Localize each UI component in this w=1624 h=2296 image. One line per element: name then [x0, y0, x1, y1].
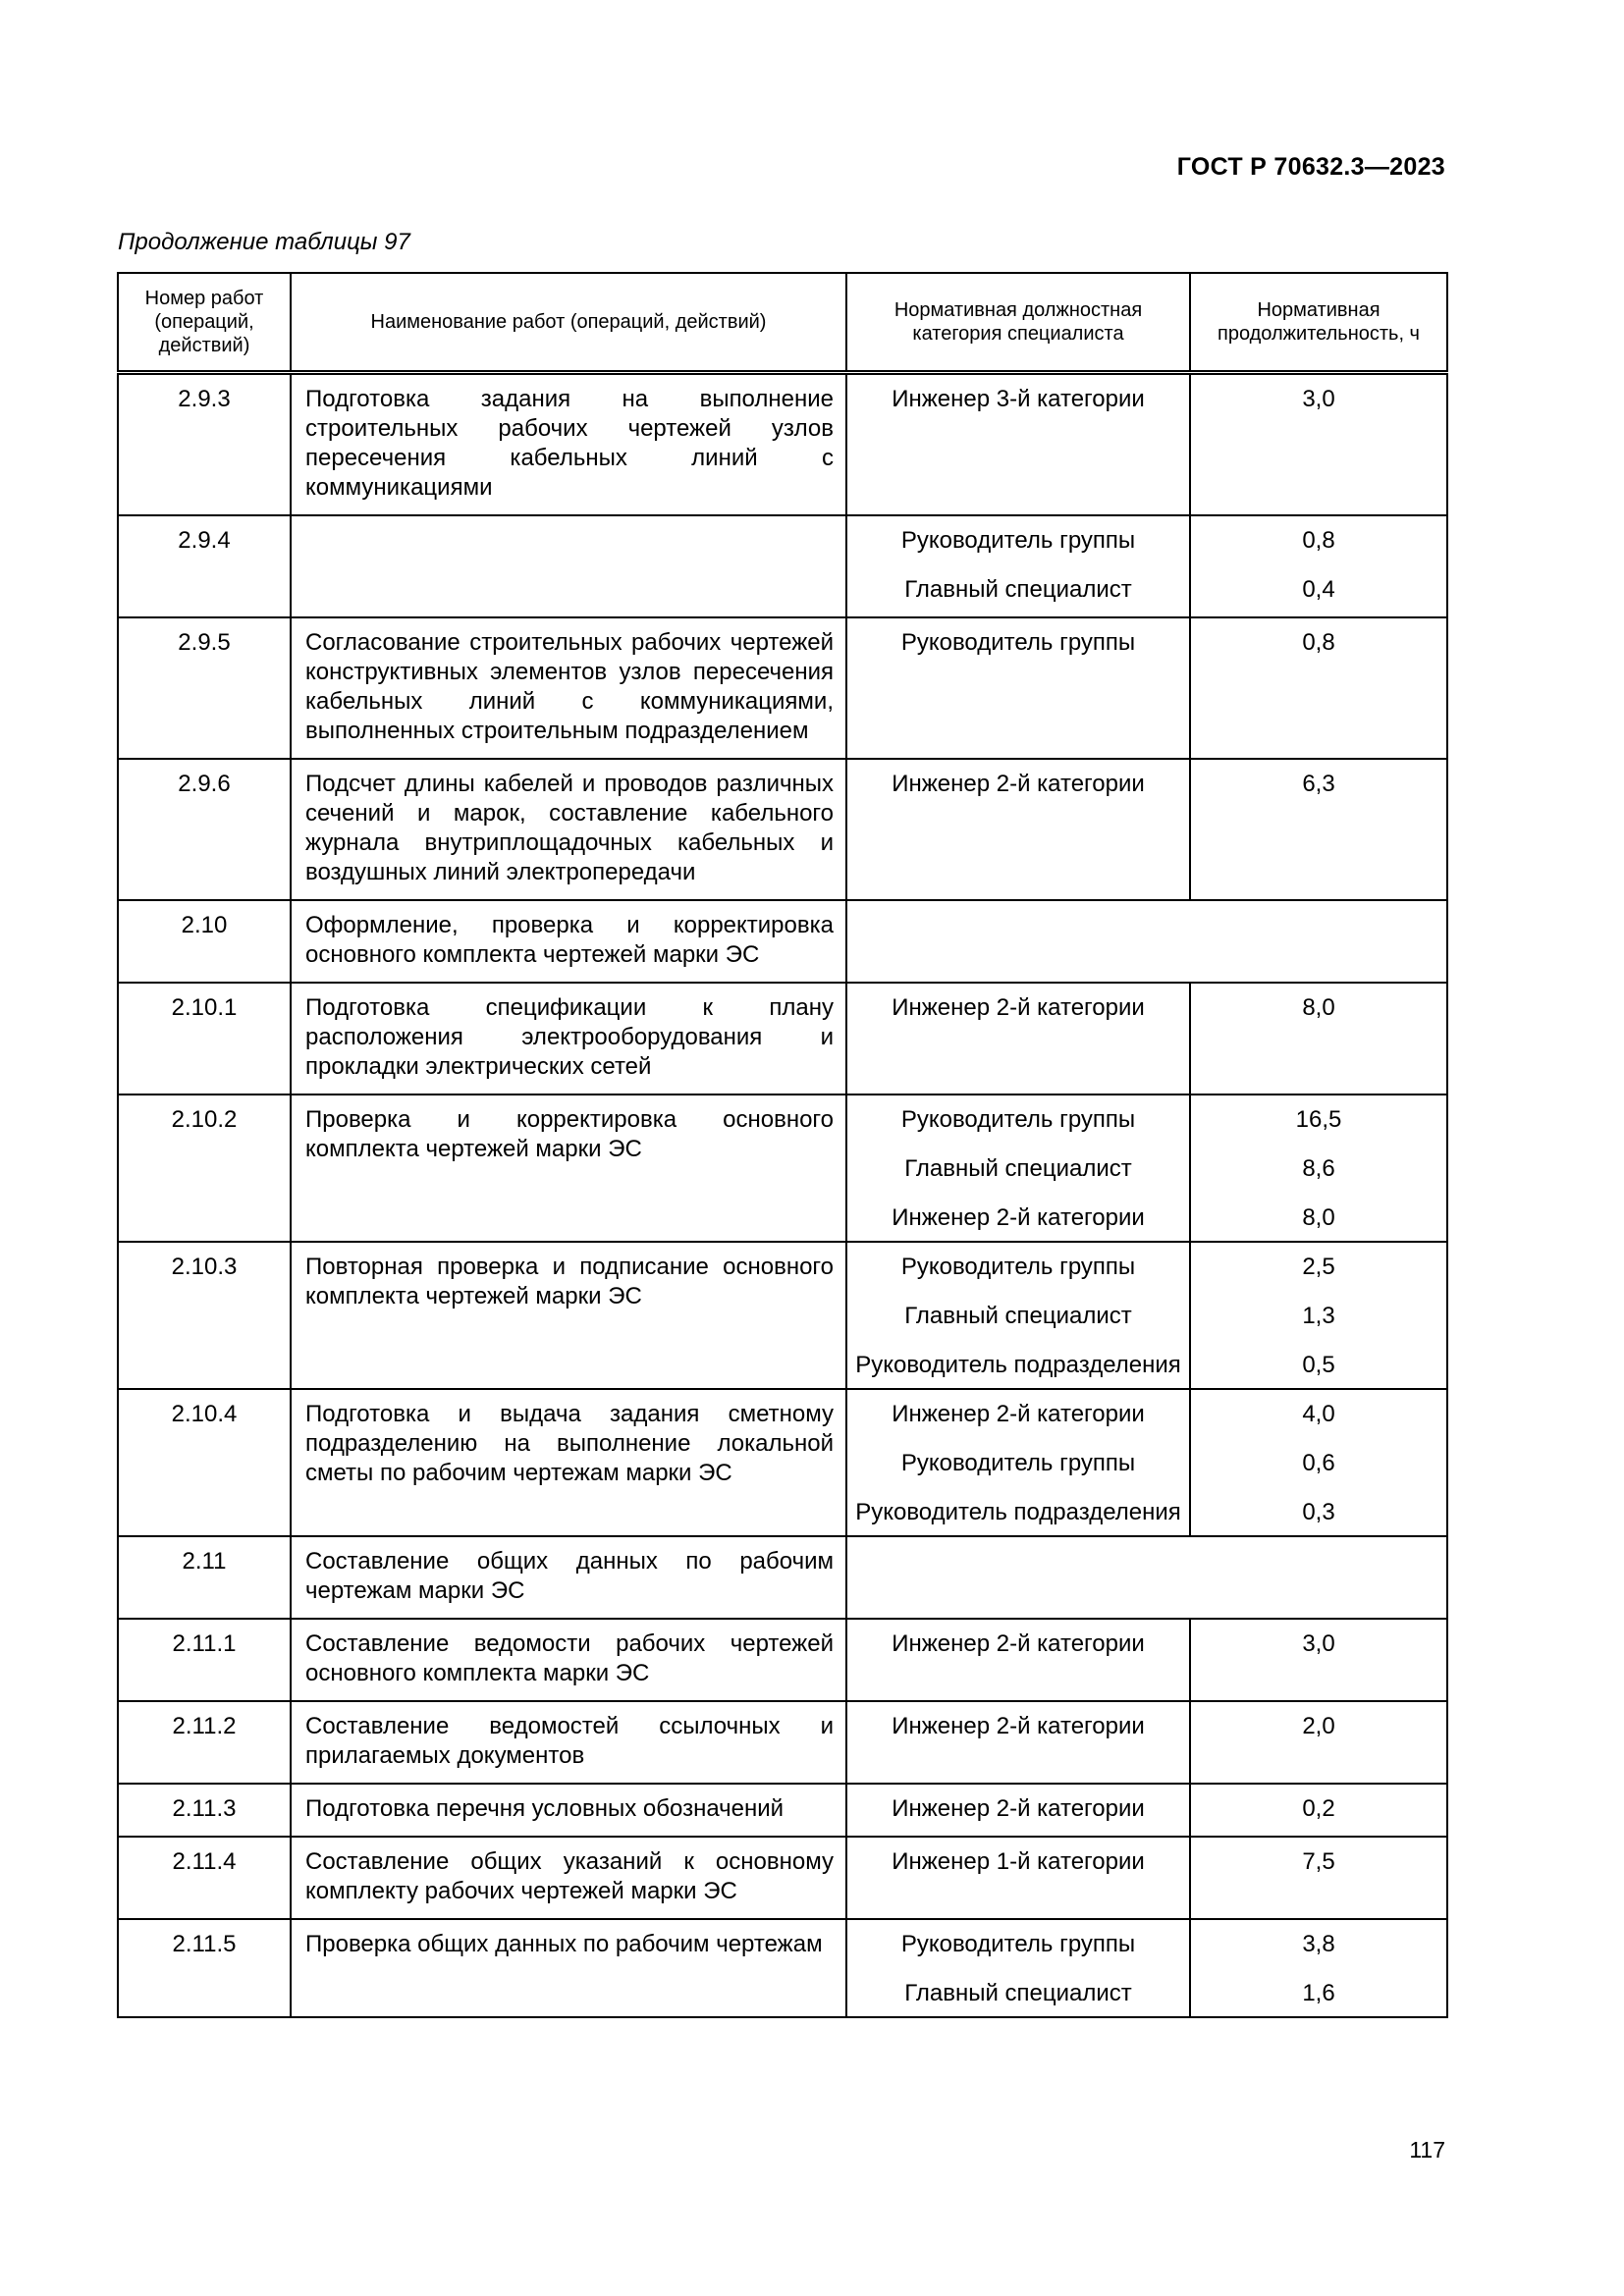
duration-cell [1190, 1242, 1447, 1389]
table-continuation-caption: Продолжение таблицы 97 [118, 229, 410, 255]
specialist-category-cell [846, 515, 1190, 617]
specialist-category-cell [846, 1389, 1190, 1536]
duration-value: 3,8 [1302, 1931, 1335, 1957]
specialist-category: Руководитель группы [900, 1931, 1136, 1957]
duration-value: 7,5 [1302, 1848, 1335, 1875]
work-number-cell: 2.11 [118, 1536, 291, 1619]
work-number-cell: 2.9.5 [118, 617, 291, 759]
duration-value: 1,3 [1302, 1303, 1335, 1329]
work-number-cell: 2.10 [118, 900, 291, 983]
duration-cell [1190, 373, 1447, 516]
specialist-category: Главный специалист [904, 1980, 1132, 2006]
specialist-category-cell [846, 1784, 1190, 1837]
specialist-category: Руководитель группы [900, 527, 1136, 554]
specialist-category-cell [846, 1701, 1190, 1784]
specialist-category: Руководитель группы [900, 1106, 1136, 1133]
work-name-cell: Подсчет длины кабелей и проводов различных сечений и марок, составление кабельного журнала внутриплощадочных кабельных и воздушных линий электропередачи [291, 759, 846, 900]
duration-value: 0,4 [1302, 576, 1335, 603]
duration-value: 2,0 [1302, 1713, 1335, 1739]
table-body [118, 373, 1447, 2018]
table-row [118, 900, 1447, 983]
duration-value: 0,5 [1302, 1352, 1335, 1378]
header-work-name: Наименование работ (операций, действий) [291, 273, 846, 373]
table-row [118, 1701, 1447, 1784]
specialist-category-cell [846, 1919, 1190, 2017]
duration-value: 3,0 [1302, 1630, 1335, 1657]
specialist-category-cell [846, 1837, 1190, 1919]
specialist-category: Руководитель группы [900, 1254, 1136, 1280]
table-row [118, 1389, 1447, 1536]
work-name-cell: Составление общих данных по рабочим чертежам марки ЭС [291, 1536, 846, 1619]
table-row [118, 1536, 1447, 1619]
duration-value: 2,5 [1302, 1254, 1335, 1280]
table-row [118, 1242, 1447, 1389]
specialist-category: Руководитель группы [900, 1450, 1136, 1476]
header-work-number: Номер работ (операций, действий) [118, 273, 291, 373]
duration-cell [1190, 1784, 1447, 1837]
duration-cell [1190, 1095, 1447, 1242]
specialist-category-cell [846, 983, 1190, 1095]
duration-value: 3,0 [1302, 386, 1335, 412]
duration-value: 0,3 [1302, 1499, 1335, 1525]
duration-value: 8,0 [1302, 1204, 1335, 1231]
header-specialist-category: Нормативная должностная категория специалиста [846, 273, 1190, 373]
duration-value: 0,8 [1302, 527, 1335, 554]
duration-value: 16,5 [1295, 1106, 1342, 1133]
work-number-cell: 2.11.2 [118, 1701, 291, 1784]
table-row [118, 759, 1447, 900]
duration-cell [1190, 1701, 1447, 1784]
page-number: 117 [1409, 2137, 1445, 2163]
specialist-category: Инженер 2-й категории [892, 1204, 1145, 1231]
work-name-cell [291, 515, 846, 617]
specialist-category: Руководитель подразделения [855, 1352, 1181, 1378]
duration-cell [1190, 759, 1447, 900]
duration-value: 4,0 [1302, 1401, 1335, 1427]
work-number-cell: 2.9.6 [118, 759, 291, 900]
duration-value: 0,8 [1302, 629, 1335, 656]
specialist-category: Инженер 2-й категории [892, 771, 1145, 797]
table-row [118, 373, 1447, 516]
specialist-category: Инженер 2-й категории [892, 1795, 1145, 1822]
duration-value: 8,0 [1302, 994, 1335, 1021]
work-name-cell: Составление ведомости рабочих чертежей основного комплекта марки ЭС [291, 1619, 846, 1701]
specialist-category-cell [846, 1095, 1190, 1242]
work-number-cell: 2.10.4 [118, 1389, 291, 1536]
table-header-row [118, 273, 1447, 373]
header-duration: Нормативная продолжительность, ч [1190, 273, 1447, 373]
work-number-cell: 2.11.1 [118, 1619, 291, 1701]
specialist-category: Главный специалист [904, 576, 1132, 603]
document-code: ГОСТ Р 70632.3—2023 [1176, 153, 1445, 181]
work-name-cell: Оформление, проверка и корректировка основного комплекта чертежей марки ЭС [291, 900, 846, 983]
work-name-cell: Подготовка задания на выполнение строительных рабочих чертежей узлов пересечения кабельных линий с коммуникациями [291, 373, 846, 516]
specialist-category-cell [846, 1619, 1190, 1701]
work-number-cell: 2.10.3 [118, 1242, 291, 1389]
table-row [118, 1837, 1447, 1919]
specialist-category-cell [846, 617, 1190, 759]
specialist-category: Инженер 3-й категории [892, 386, 1145, 412]
work-name-cell: Повторная проверка и подписание основного комплекта чертежей марки ЭС [291, 1242, 846, 1389]
duration-cell [1190, 617, 1447, 759]
specialist-category: Инженер 2-й категории [892, 1401, 1145, 1427]
merged-empty-cell [846, 900, 1447, 983]
table-row [118, 1095, 1447, 1242]
work-name-cell: Подготовка перечня условных обозначений [291, 1784, 846, 1837]
duration-value: 1,6 [1302, 1980, 1335, 2006]
work-name-cell: Проверка общих данных по рабочим чертежам [291, 1919, 846, 2017]
merged-empty-cell [846, 1536, 1447, 1619]
specialist-category: Инженер 1-й категории [892, 1848, 1145, 1875]
specialist-category: Руководитель подразделения [855, 1499, 1181, 1525]
specialist-category: Инженер 2-й категории [892, 1630, 1145, 1657]
work-number-cell: 2.11.4 [118, 1837, 291, 1919]
table-row [118, 983, 1447, 1095]
work-name-cell: Подготовка и выдача задания сметному подразделению на выполнение локальной сметы по рабочим чертежам марки ЭС [291, 1389, 846, 1536]
work-name-cell: Составление общих указаний к основному комплекту рабочих чертежей марки ЭС [291, 1837, 846, 1919]
work-number-cell: 2.9.3 [118, 373, 291, 516]
specialist-category-cell [846, 373, 1190, 516]
table-row [118, 1919, 1447, 2017]
duration-value: 0,2 [1302, 1795, 1335, 1822]
work-name-cell: Составление ведомостей ссылочных и прилагаемых документов [291, 1701, 846, 1784]
duration-cell [1190, 515, 1447, 617]
work-number-cell: 2.10.1 [118, 983, 291, 1095]
duration-cell [1190, 1837, 1447, 1919]
specialist-category: Главный специалист [904, 1155, 1132, 1182]
specialist-category: Руководитель группы [900, 629, 1136, 656]
work-number-cell: 2.11.3 [118, 1784, 291, 1837]
duration-cell [1190, 983, 1447, 1095]
specialist-category: Главный специалист [904, 1303, 1132, 1329]
table-row [118, 1784, 1447, 1837]
work-name-cell: Согласование строительных рабочих чертежей конструктивных элементов узлов пересечения кабельных линий с коммуникациями, выполненных строительным подразделением [291, 617, 846, 759]
table-row [118, 617, 1447, 759]
work-number-cell: 2.9.4 [118, 515, 291, 617]
work-name-cell: Проверка и корректировка основного комплекта чертежей марки ЭС [291, 1095, 846, 1242]
duration-value: 6,3 [1302, 771, 1335, 797]
work-number-cell: 2.11.5 [118, 1919, 291, 2017]
duration-cell [1190, 1389, 1447, 1536]
work-number-cell: 2.10.2 [118, 1095, 291, 1242]
duration-cell [1190, 1919, 1447, 2017]
duration-value: 8,6 [1302, 1155, 1335, 1182]
table-row [118, 1619, 1447, 1701]
norms-table [117, 272, 1448, 2018]
specialist-category-cell [846, 1242, 1190, 1389]
table-row [118, 515, 1447, 617]
specialist-category: Инженер 2-й категории [892, 994, 1145, 1021]
work-name-cell: Подготовка спецификации к плану расположения электрооборудования и прокладки электрических сетей [291, 983, 846, 1095]
specialist-category: Инженер 2-й категории [892, 1713, 1145, 1739]
duration-value: 0,6 [1302, 1450, 1335, 1476]
specialist-category-cell [846, 759, 1190, 900]
duration-cell [1190, 1619, 1447, 1701]
